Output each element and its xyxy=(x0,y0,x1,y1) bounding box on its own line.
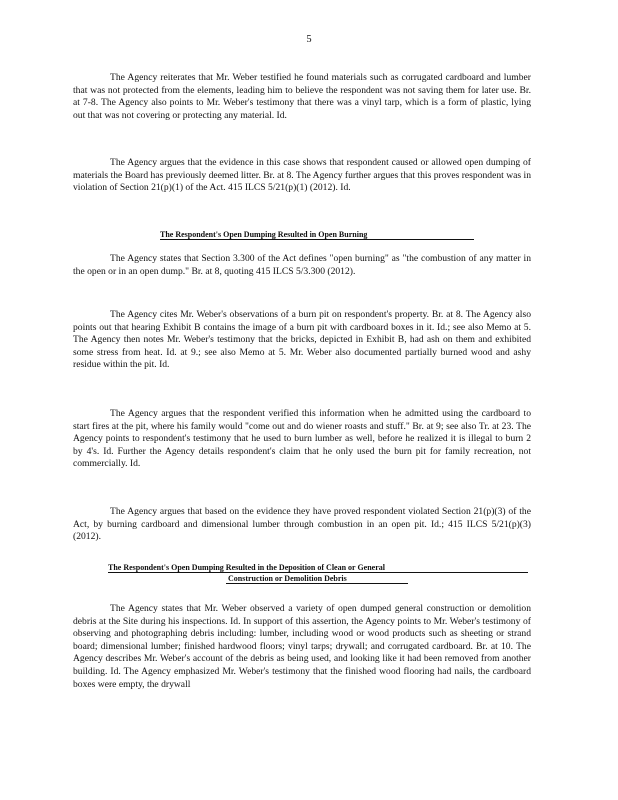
paragraph-7: The Agency states that Mr. Weber observed a variety of open dumped general construction or demolition debris at the Site during his inspections. Id. In support of this assertion, the Agency points to Mr. Weber's testimony of observing and photographing debris including: lumber, including wood or wood products such as sheeting or strand board; dimensional lumber; finished hardwood floors; vinyl tarps; drywall; and corrugated cardboard. Br. at 10. The Agency describes Mr. Weber's account of the debris as being used, and looking like it had been removed from another building. Id. The Agency emphasized Mr. Weber's testimony that the finished wood flooring had nails, the cardboard boxes were empty, the drywall xyxy=(73,603,531,690)
paragraph-6: The Agency argues that based on the evidence they have proved respondent violated Section 21(p)(3) of the Act, by burning cardboard and dimensional lumber through combustion in an open pit. Id.; 415 ILCS 5/21(p)(3) (2012). xyxy=(73,506,531,543)
page-number: 5 xyxy=(306,34,312,45)
heading-underline xyxy=(160,239,474,240)
paragraph-2: The Agency argues that the evidence in this case shows that respondent caused or allowed open dumping of materials the Board has previously deemed litter. Br. at 8. The Agency further argues that this proves respondent was in violation of Section 21(p)(1) of the Act. 415 ILCS 5/21(p)(1) (2012). Id. xyxy=(73,157,531,194)
heading-underline xyxy=(226,583,408,584)
heading-underline xyxy=(108,572,528,573)
heading-line: Construction or Demolition Debris xyxy=(228,574,347,583)
heading-line: The Respondent's Open Dumping Resulted in the Deposition of Clean or General xyxy=(108,563,385,572)
paragraph-1: The Agency reiterates that Mr. Weber testified he found materials such as corrugated cardboard and lumber that was not protected from the elements, leading him to believe the respondent was not saving them for later use. Br. at 7-8. The Agency also points to Mr. Weber's testimony that there was a vinyl tarp, which is a form of plastic, lying out that was not covering or protecting any material. Id. xyxy=(73,72,531,121)
paragraph-3: The Agency states that Section 3.300 of the Act defines "open burning" as "the combustion of any matter in the open or in an open dump." Br. at 8, quoting 415 ILCS 5/3.300 (2012). xyxy=(73,253,531,277)
paragraph-4: The Agency cites Mr. Weber's observations of a burn pit on respondent's property. Br. at 8. The Agency also points out that hearing Exhibit B contains the image of a burn pit with cardboard boxes in it. Id.; see also Memo at 5. The Agency then notes Mr. Weber's testimony that the bricks, depicted in Exhibit B, had ash on them and exhibited some stress from heat. Id. at 9.; see also Memo at 5. Mr. Weber also documented partially burned wood and ashy residue within the pit. Id. xyxy=(73,309,531,371)
section-heading-debris xyxy=(108,562,528,584)
heading-line: The Respondent's Open Dumping Resulted in Open Burning xyxy=(160,230,368,239)
paragraph-5: The Agency argues that the respondent verified this information when he admitted using the cardboard to start fires at the pit, where his family would "come out and do wiener roasts and stuff." Br. at 9; see also Tr. at 23. The Agency points to respondent's testimony that he used to burn lumber as well, before he realized it is illegal to burn 2 by 4's. Id. Further the Agency details respondent's claim that he only used the burn pit for family recreation, not commercially. Id. xyxy=(73,408,531,470)
